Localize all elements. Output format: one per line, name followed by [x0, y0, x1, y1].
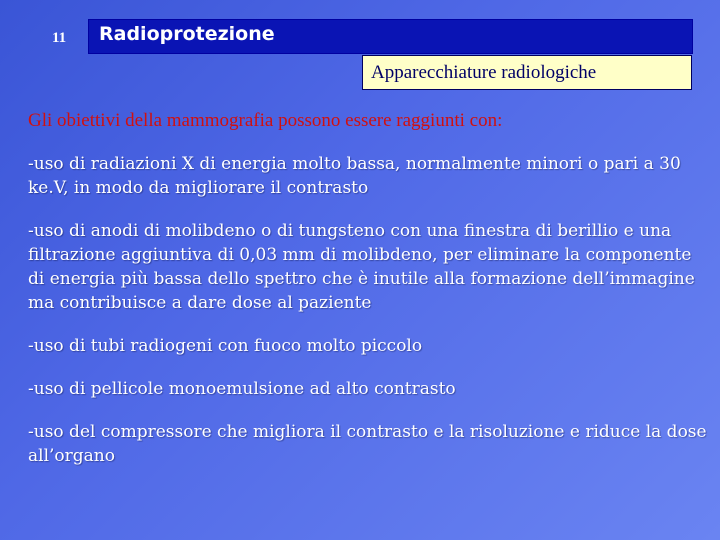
section-subtitle: Apparecchiature radiologiche [362, 55, 692, 90]
title-bar [88, 19, 693, 54]
bullet-item: -uso di tubi radiogeni con fuoco molto piccolo [28, 336, 423, 356]
bullet-item: -uso di pellicole monoemulsione ad alto contrasto [28, 379, 456, 399]
slide-title: Radioprotezione [99, 23, 275, 45]
bullet-list [28, 152, 712, 487]
bullet-item: -uso di anodi di molibdeno o di tungsteno con una finestra di berillio e una filtrazione aggiuntiva di 0,03 mm di molibdeno, per eliminare la componente di energia più bassa dello spettro che è inutile alla formazione dell’immagine ma contribuisce a dare dose al paziente [28, 221, 695, 313]
slide-number: 11 [52, 30, 67, 46]
bullet-item: -uso del compressore che migliora il contrasto e la risoluzione e riduce la dose all’organo [28, 422, 707, 466]
intro-text: Gli obiettivi della mammografia possono essere raggiunti con: [28, 110, 503, 131]
bullet-item: -uso di radiazioni X di energia molto bassa, normalmente minori o pari a 30 ke.V, in modo da migliorare il contrasto [28, 154, 681, 198]
